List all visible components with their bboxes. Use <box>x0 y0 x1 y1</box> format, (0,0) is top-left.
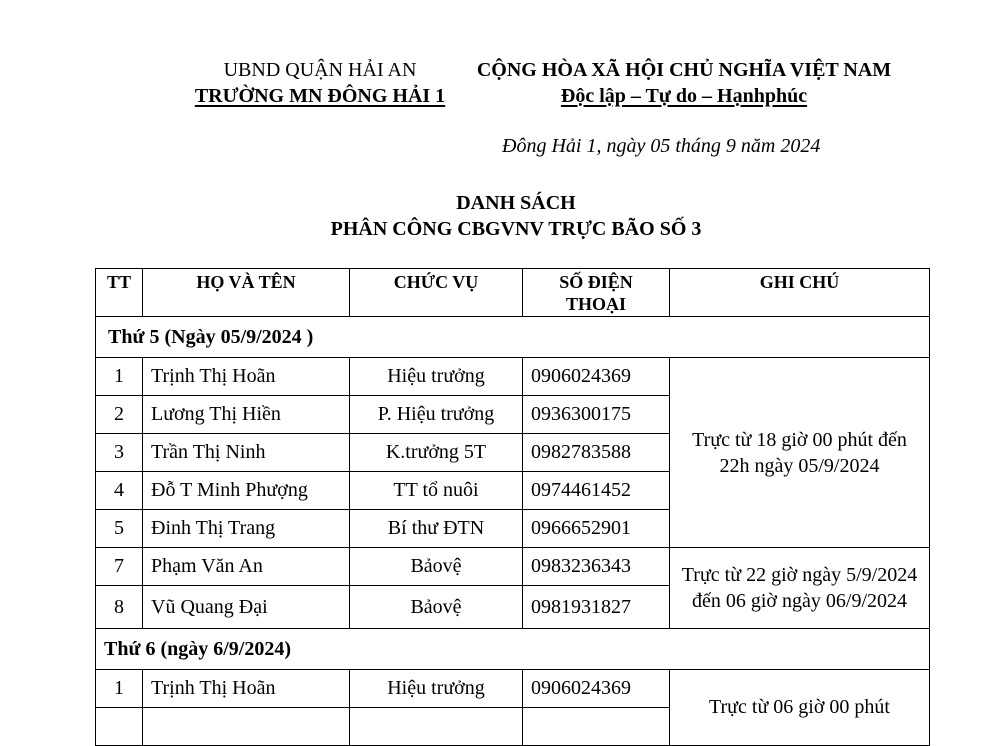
cell-note: Trực từ 06 giờ 00 phút <box>670 670 930 746</box>
cell-note: Trực từ 22 giờ ngày 5/9/2024 đến 06 giờ ngày 06/9/2024 <box>670 548 930 629</box>
school-name: TRƯỜNG MN ĐÔNG HẢI 1 <box>194 85 446 107</box>
col-header-role: CHỨC VỤ <box>350 269 523 317</box>
cell-name: Lương Thị Hiền <box>143 396 350 434</box>
table-row <box>96 670 930 708</box>
cell-phone: 0981931827 <box>523 586 670 629</box>
cell-phone: 0936300175 <box>523 396 670 434</box>
cell-tt: 7 <box>96 548 143 586</box>
cell-note: Trực từ 18 giờ 00 phút đến 22h ngày 05/9/2024 <box>670 358 930 548</box>
cell-role: Bí thư ĐTN <box>350 510 523 548</box>
cell-tt: 5 <box>96 510 143 548</box>
cell-phone: 0966652901 <box>523 510 670 548</box>
table-row <box>96 358 930 396</box>
cell-role: Bảovệ <box>350 586 523 629</box>
cell-name: Đinh Thị Trang <box>143 510 350 548</box>
col-header-tt: TT <box>96 269 143 317</box>
cell-role: Bảovệ <box>350 548 523 586</box>
cell-name: Đỗ T Minh Phượng <box>143 472 350 510</box>
cell-role <box>350 708 523 746</box>
cell-phone: 0906024369 <box>523 670 670 708</box>
duty-roster-table <box>95 268 930 746</box>
col-header-note: GHI CHÚ <box>670 269 930 317</box>
doc-title: DANH SÁCH <box>456 192 576 214</box>
cell-tt: 4 <box>96 472 143 510</box>
national-motto: Độc lập – Tự do – Hạnhphúc <box>560 85 808 107</box>
table-header-row <box>96 269 930 317</box>
section-label: Thứ 6 (ngày 6/9/2024) <box>96 629 930 670</box>
cell-tt: 2 <box>96 396 143 434</box>
cell-name: Vũ Quang Đại <box>143 586 350 629</box>
cell-role: K.trưởng 5T <box>350 434 523 472</box>
section-row <box>96 317 930 358</box>
cell-phone: 0983236343 <box>523 548 670 586</box>
doc-subtitle: PHÂN CÔNG CBGVNV TRỰC BÃO SỐ 3 <box>330 218 702 240</box>
cell-name: Phạm Văn An <box>143 548 350 586</box>
cell-phone: 0982783588 <box>523 434 670 472</box>
cell-tt <box>96 708 143 746</box>
cell-role: Hiệu trưởng <box>350 670 523 708</box>
cell-tt: 1 <box>96 358 143 396</box>
cell-phone: 0906024369 <box>523 358 670 396</box>
cell-name <box>143 708 350 746</box>
cell-name: Trịnh Thị Hoãn <box>143 670 350 708</box>
section-label: Thứ 5 (Ngày 05/9/2024 ) <box>96 317 930 358</box>
cell-phone: 0974461452 <box>523 472 670 510</box>
cell-role: P. Hiệu trưởng <box>350 396 523 434</box>
col-header-phone: SỐ ĐIỆN THOẠI <box>523 269 670 317</box>
cell-name: Trần Thị Ninh <box>143 434 350 472</box>
cell-tt: 8 <box>96 586 143 629</box>
section-row <box>96 629 930 670</box>
col-header-name: HỌ VÀ TÊN <box>143 269 350 317</box>
table-row <box>96 548 930 586</box>
org-parent: UBND QUẬN HẢI AN <box>223 59 417 81</box>
date-line: Đông Hải 1, ngày 05 tháng 9 năm 2024 <box>502 135 821 157</box>
cell-role: TT tổ nuôi <box>350 472 523 510</box>
national-title: CỘNG HÒA XÃ HỘI CHỦ NGHĨA VIỆT NAM <box>476 59 892 81</box>
cell-name: Trịnh Thị Hoãn <box>143 358 350 396</box>
cell-phone <box>523 708 670 746</box>
cell-role: Hiệu trưởng <box>350 358 523 396</box>
cell-tt: 3 <box>96 434 143 472</box>
cell-tt: 1 <box>96 670 143 708</box>
